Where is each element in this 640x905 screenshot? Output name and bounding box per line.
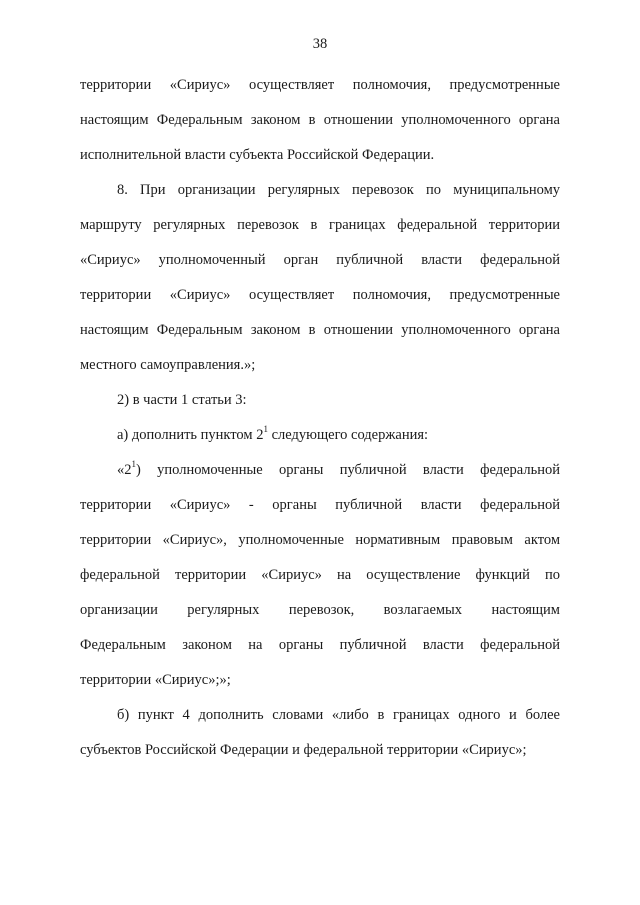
text-line: «Сириус» уполномоченный орган публичной власти федеральной [80, 252, 560, 268]
text-line: б) пункт 4 дополнить словами «либо в границах одного и более [117, 707, 560, 723]
superscript: 1 [131, 459, 136, 470]
page-number: 38 [312, 36, 328, 52]
text-line: настоящим Федеральным законом в отношении уполномоченного органа [80, 112, 560, 128]
text-line: местного самоуправления.»; [80, 357, 256, 373]
text-line: территории «Сириус»;»; [80, 672, 231, 688]
text-line-superscript [117, 426, 560, 444]
text-line-superscript [117, 461, 560, 479]
text-line: организации регулярных перевозок, возлагаемых настоящим [80, 602, 560, 618]
text-line: территории «Сириус» осуществляет полномочия, предусмотренные [80, 77, 560, 93]
text-line: Федеральным законом на органы публичной власти федеральной [80, 637, 560, 653]
text-fragment: «2 [117, 462, 132, 478]
text-fragment: а) дополнить пунктом 2 [117, 427, 264, 443]
text-line: настоящим Федеральным законом в отношении уполномоченного органа [80, 322, 560, 338]
text-fragment: ) уполномоченные органы публичной власти федеральной [136, 462, 560, 478]
text-line: маршруту регулярных перевозок в границах федеральной территории [80, 217, 560, 233]
text-line: 2) в части 1 статьи 3: [117, 392, 247, 408]
text-line: территории «Сириус» осуществляет полномочия, предусмотренные [80, 287, 560, 303]
text-line: исполнительной власти субъекта Российской Федерации. [80, 147, 435, 163]
text-line: субъектов Российской Федерации и федеральной территории «Сириус»; [80, 742, 527, 758]
text-line: 8. При организации регулярных перевозок по муниципальному [117, 182, 560, 198]
text-line: территории «Сириус», уполномоченные нормативным правовым актом [80, 532, 560, 548]
text-line: территории «Сириус» - органы публичной власти федеральной [80, 497, 560, 513]
text-fragment: следующего содержания: [267, 427, 429, 443]
text-line: федеральной территории «Сириус» на осуществление функций по [80, 567, 560, 583]
superscript: 1 [263, 424, 268, 435]
